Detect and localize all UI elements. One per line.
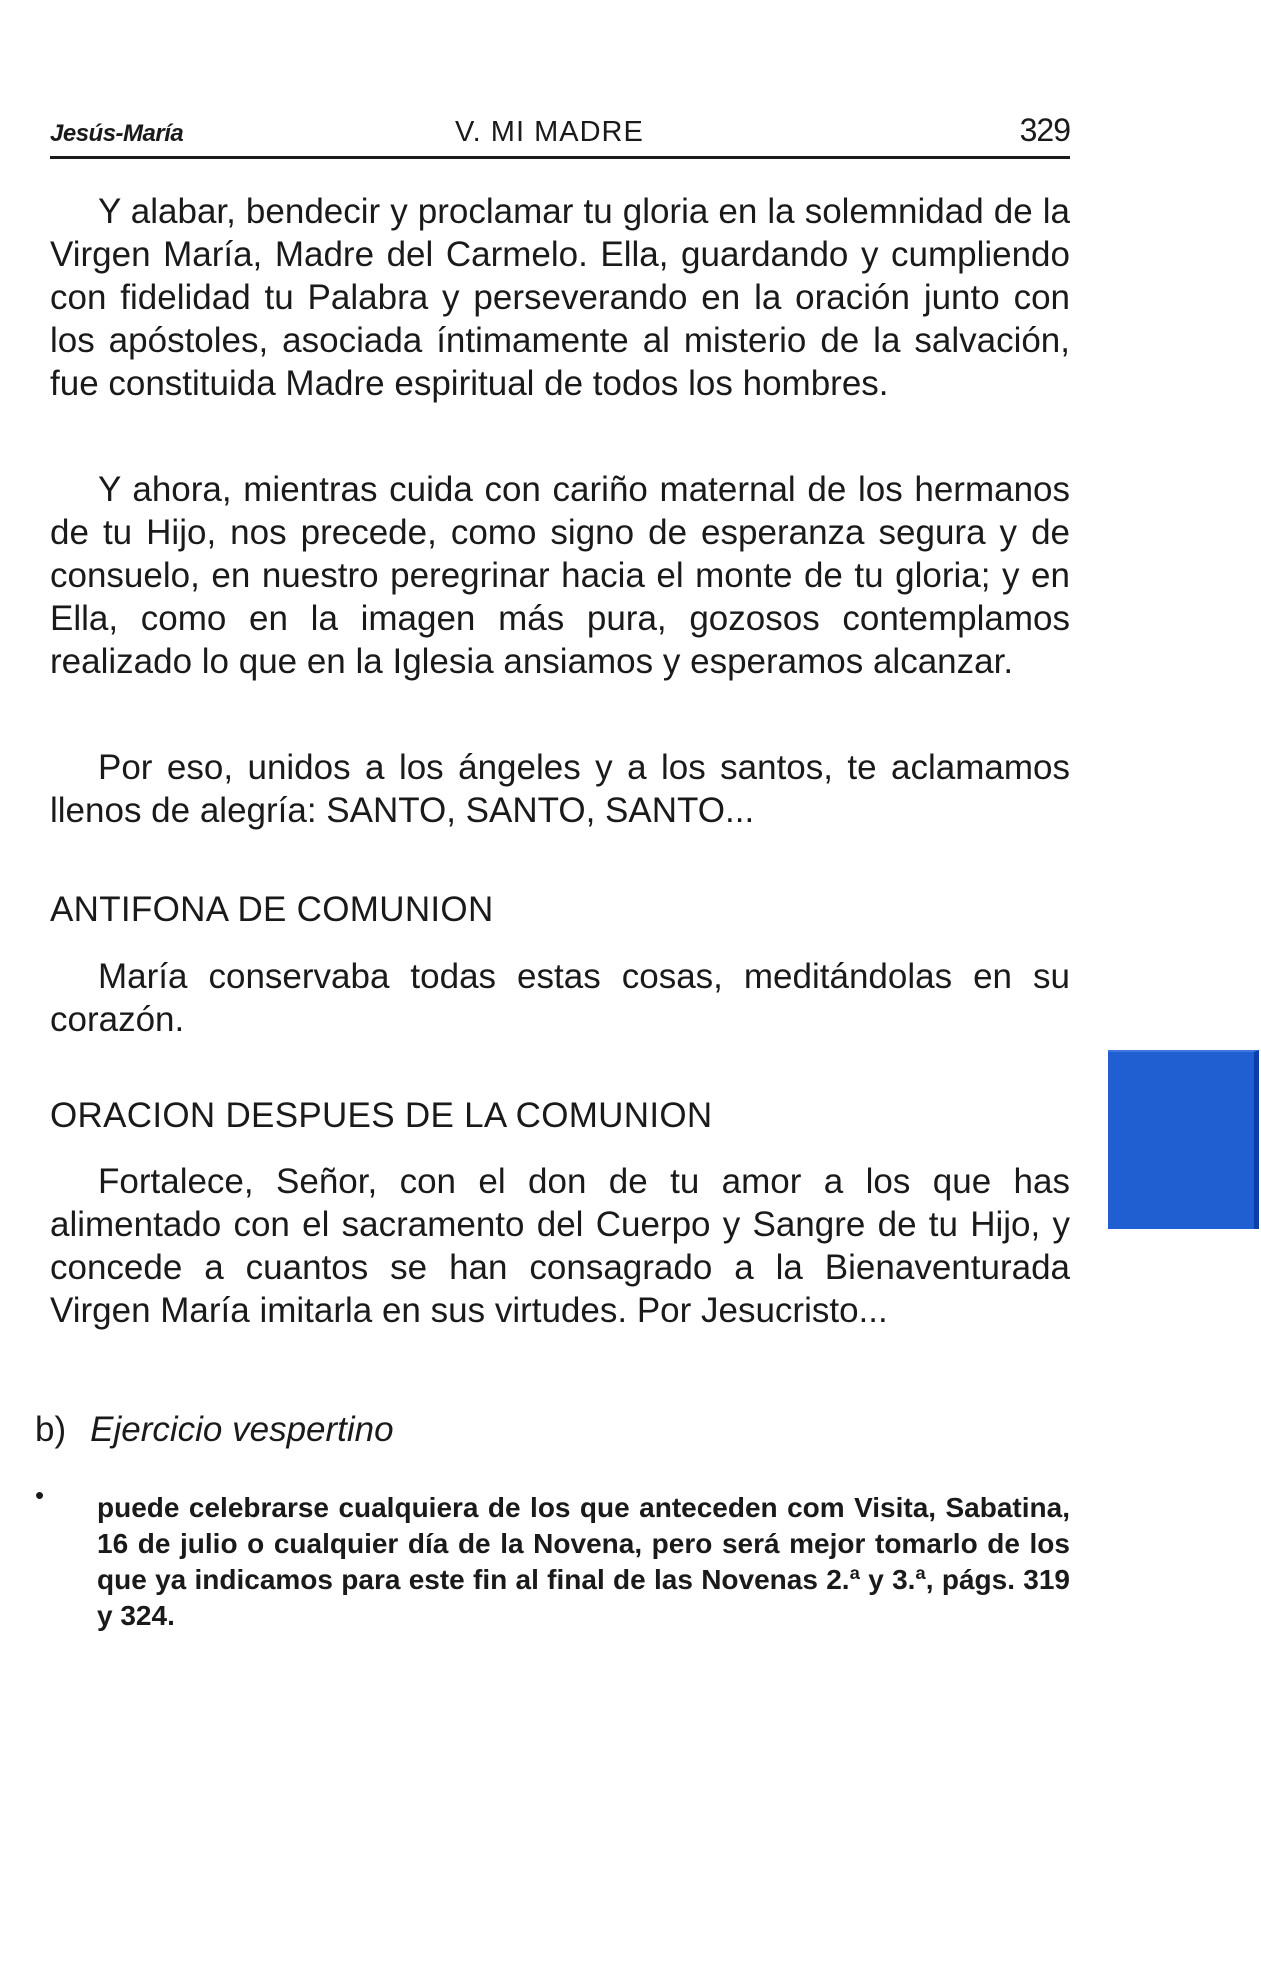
subsection-label: b) [35, 1410, 67, 1449]
paragraph-1: Y alabar, bendecir y proclamar tu gloria en la solemnidad de la Virgen María, Madre del Carmelo. Ella, guardando y cumpliendo con fidelidad tu Palabra y perseverando en la oración junto con los apóstoles, asociada íntimamente al misterio de la salvación, fue constituida Madre espiritual de todos los hombres. [50, 192, 1070, 403]
oracion-text: Fortalece, Señor, con el don de tu amor a los que has alimentado con el sacramento del Cuerpo y Sangre de tu Hijo, y concede a cuantos se han consagrado a la Bienaventurada Virgen María imitarla en sus virtudes. Por Jesucristo... [50, 1162, 1070, 1330]
paragraph-2: Y ahora, mientras cuida con cariño maternal de los hermanos de tu Hijo, nos precede, como signo de esperanza segura y de consuelo, en nuestro peregrinar hacia el monte de tu gloria; y en Ella, como en la imagen más pura, gozosos contemplamos realizado lo que en la Iglesia ansiamos y esperamos alcanzar. [50, 470, 1070, 681]
paragraph-3: Por eso, unidos a los ángeles y a los santos, te aclamamos llenos de alegría: SANTO, SANTO, SANTO... [50, 748, 1070, 830]
page-number: 329 [1019, 112, 1070, 148]
running-head-left: Jesús-María [50, 120, 184, 147]
bullet-icon: • [35, 1480, 45, 1510]
running-head [50, 112, 1070, 159]
antifona-text: María conservaba todas estas cosas, meditándolas en su corazón. [50, 957, 1070, 1039]
page-edge-tab [1108, 1050, 1259, 1229]
antifona-heading: ANTIFONA DE COMUNION [50, 890, 494, 929]
running-head-chapter: V. MI MADRE [455, 116, 644, 148]
oracion-heading: ORACION DESPUES DE LA COMUNION [50, 1096, 713, 1135]
note-text: puede celebrarse cualquiera de los que anteceden com Visita, Sabatina, 16 de julio o cualquier día de la Novena, pero será mejor tomarlo de los que ya indicamos para este fin al final de las Novenas 2.ª y 3.ª, págs. 319 y 324. [97, 1492, 1070, 1631]
subsection-heading [35, 1410, 394, 1450]
subsection-title: Ejercicio vespertino [90, 1410, 394, 1449]
